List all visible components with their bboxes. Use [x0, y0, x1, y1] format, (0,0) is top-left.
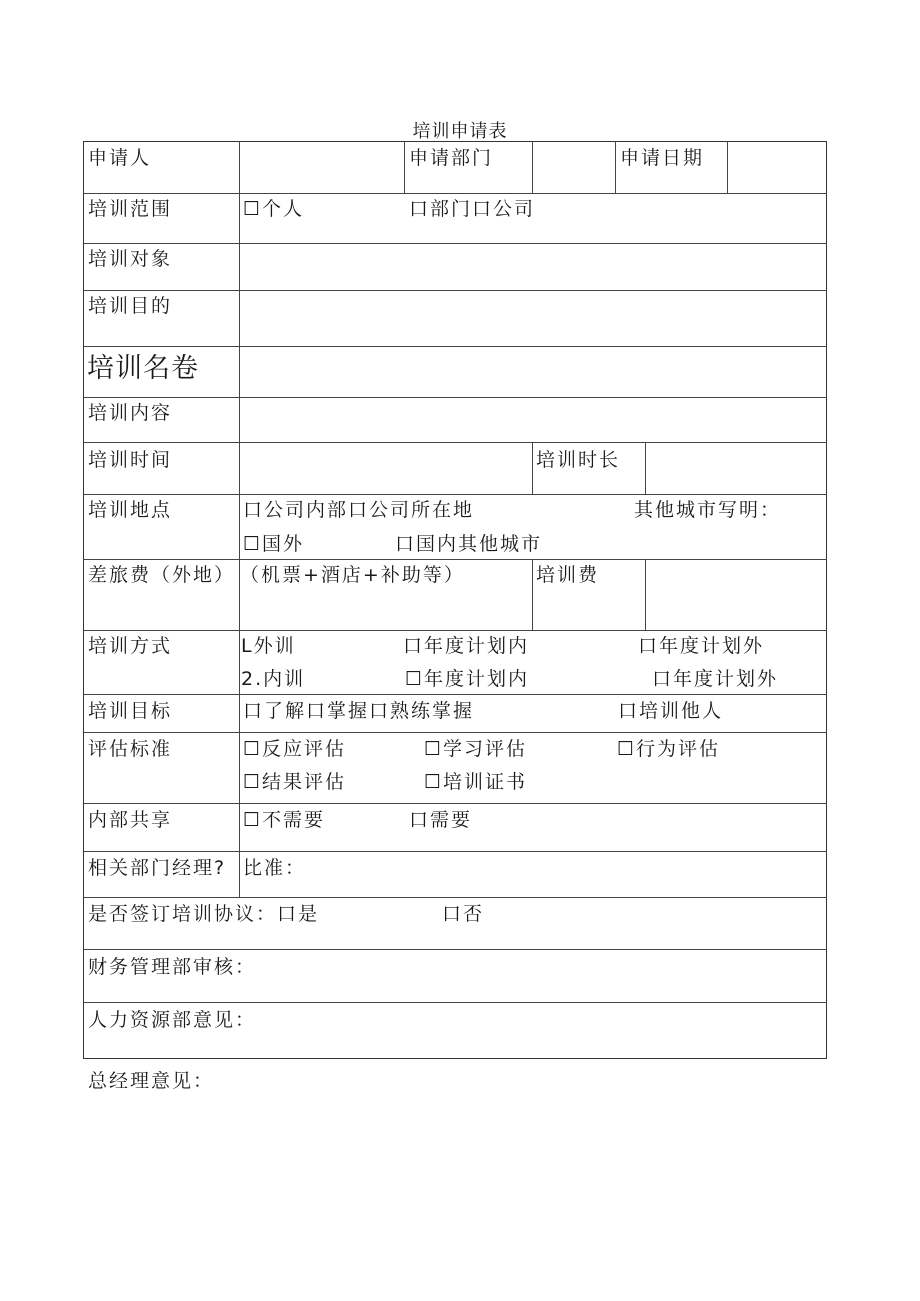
- form-title: 培训申请表: [412, 121, 508, 142]
- cell-divider: [645, 559, 646, 630]
- eval-learning-checkbox[interactable]: ☐学习评估: [424, 738, 528, 760]
- hr-opinion-label: 人力资源部意见：: [88, 1009, 257, 1031]
- row-divider: [83, 397, 827, 398]
- cell-divider: [532, 559, 533, 630]
- scope-dept-company-checkbox[interactable]: 口部门口公司: [409, 198, 536, 220]
- cell-divider: [645, 442, 646, 494]
- scope-personal-checkbox[interactable]: ☐个人: [243, 198, 305, 220]
- target-label: 培训对象: [88, 248, 173, 270]
- evaluation-label: 评估标准: [88, 738, 173, 760]
- row-divider: [83, 494, 827, 495]
- method-ext-in-plan-checkbox[interactable]: 口年度计划内: [403, 635, 530, 657]
- course-name-label: 培训名卷: [87, 353, 199, 384]
- row-divider: [83, 1002, 827, 1003]
- duration-label: 培训时长: [536, 449, 621, 471]
- row-divider: [83, 630, 827, 631]
- content-label: 培训内容: [88, 402, 173, 424]
- row-divider: [83, 803, 827, 804]
- row-divider: [83, 559, 827, 560]
- agreement-no-checkbox[interactable]: 口否: [442, 903, 485, 925]
- manager-label: 相关部门经理?: [88, 857, 227, 879]
- location-abroad-checkbox[interactable]: ☐国外: [243, 533, 305, 555]
- cell-divider: [532, 141, 533, 193]
- applicant-dept-label: 申请部门: [409, 147, 494, 169]
- apply-date-label: 申请日期: [620, 147, 705, 169]
- method-int-out-plan-checkbox[interactable]: 口年度计划外: [652, 668, 779, 690]
- method-label: 培训方式: [88, 635, 173, 657]
- goal-level-checkboxes[interactable]: 口了解口掌握口熟练掌握: [243, 700, 475, 722]
- method-ext-out-plan-checkbox[interactable]: 口年度计划外: [638, 635, 765, 657]
- eval-behavior-checkbox[interactable]: ☐行为评估: [617, 738, 721, 760]
- row-divider: [83, 732, 827, 733]
- eval-result-checkbox[interactable]: ☐结果评估: [243, 771, 347, 793]
- location-domestic-checkbox[interactable]: 口国内其他城市: [395, 533, 543, 555]
- eval-certificate-checkbox[interactable]: ☐培训证书: [424, 771, 528, 793]
- agreement-yes-checkbox[interactable]: 是否签订培训协议：口是: [88, 903, 320, 925]
- method-internal[interactable]: 2.内训: [241, 668, 306, 690]
- manager-approve-label: 比准：: [243, 857, 307, 879]
- location-company-checkbox[interactable]: 口公司内部口公司所在地: [243, 499, 475, 521]
- time-label: 培训时间: [88, 449, 173, 471]
- sharing-not-needed-checkbox[interactable]: ☐不需要: [243, 809, 326, 831]
- cell-divider: [532, 442, 533, 494]
- eval-reaction-checkbox[interactable]: ☐反应评估: [243, 738, 347, 760]
- sharing-needed-checkbox[interactable]: 口需要: [409, 809, 473, 831]
- label-column-divider: [239, 141, 240, 897]
- applicant-label: 申请人: [88, 147, 152, 169]
- fee-label: 培训费: [536, 564, 600, 586]
- row-divider: [83, 851, 827, 852]
- cell-divider: [727, 141, 728, 193]
- row-divider: [83, 949, 827, 950]
- cell-divider: [615, 141, 616, 193]
- method-external[interactable]: L外训: [241, 635, 296, 657]
- row-divider: [83, 694, 827, 695]
- goal-train-others-checkbox[interactable]: 口培训他人: [618, 700, 724, 722]
- scope-label: 培训范围: [88, 198, 173, 220]
- row-divider: [83, 442, 827, 443]
- finance-review-label: 财务管理部审核：: [88, 956, 257, 978]
- method-int-in-plan-checkbox[interactable]: ☐年度计划内: [405, 668, 530, 690]
- location-label: 培训地点: [88, 499, 173, 521]
- purpose-label: 培训目的: [88, 295, 173, 317]
- location-other-city-label: 其他城市写明：: [634, 499, 782, 521]
- goal-label: 培训目标: [88, 700, 173, 722]
- cell-divider: [404, 141, 405, 193]
- travel-detail: （机票+酒店+补助等）: [240, 564, 465, 586]
- row-divider: [83, 346, 827, 347]
- gm-opinion-label: 总经理意见：: [88, 1070, 215, 1092]
- sharing-label: 内部共享: [88, 809, 173, 831]
- travel-label: 差旅费（外地）: [88, 564, 236, 586]
- row-divider: [83, 243, 827, 244]
- row-divider: [83, 897, 827, 898]
- row-divider: [83, 193, 827, 194]
- row-divider: [83, 290, 827, 291]
